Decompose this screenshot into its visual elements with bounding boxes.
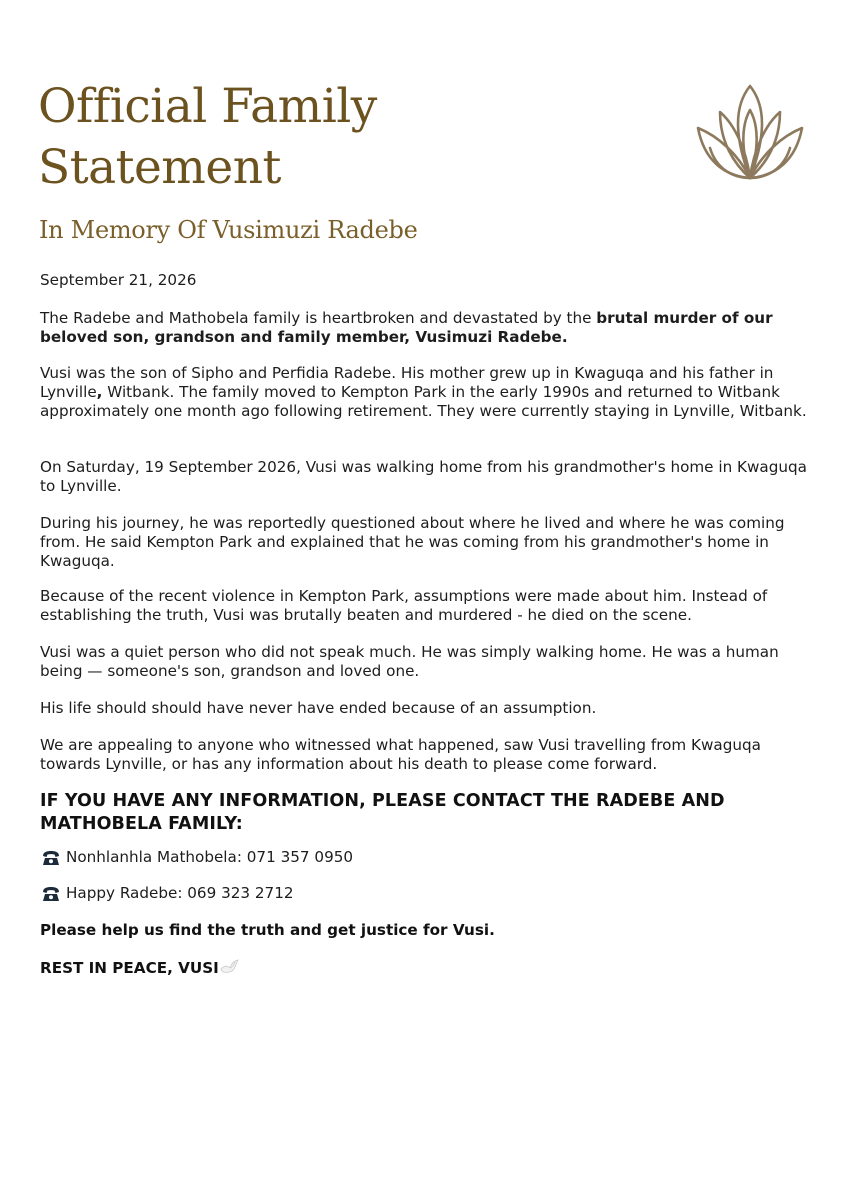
paragraph-2 xyxy=(40,364,815,421)
title-line-1: Official Family xyxy=(38,79,377,134)
telephone-icon xyxy=(40,849,62,867)
contact-item xyxy=(40,884,294,903)
paragraph-2-comma: , xyxy=(96,383,103,401)
closing-text: REST IN PEACE, VUSI xyxy=(40,959,219,977)
closing-line xyxy=(40,959,241,978)
contact-heading: IF YOU HAVE ANY INFORMATION, PLEASE CONTACT THE RADEBE AND MATHOBELA FAMILY: xyxy=(40,791,725,834)
dove-icon xyxy=(219,959,241,975)
paragraph-2-part-a: Vusi was the son of Sipho and Perfidia Radebe. His mother grew up in Kwaguqa and his father in Lynville xyxy=(40,364,774,401)
paragraph-3: On Saturday, 19 September 2026, Vusi was walking home from his grandmother's home in Kwaguqa to Lynville. xyxy=(40,458,807,495)
title-line-2: Statement xyxy=(38,140,281,195)
paragraph-4: During his journey, he was reportedly questioned about where he lived and where he was coming from. He said Kempton Park and explained that he was coming from his grandmother's home in Kwaguqa. xyxy=(40,514,785,570)
contact-text: Nonhlanhla Mathobela: 071 357 0950 xyxy=(66,848,354,866)
contact-item xyxy=(40,848,353,867)
paragraph-8: We are appealing to anyone who witnessed what happened, saw Vusi travelling from Kwaguqa towards Lynville, or has any information about his death to please come forward. xyxy=(40,736,761,773)
paragraph-7: His life should should have never have ended because of an assumption. xyxy=(40,699,597,717)
contact-text: Happy Radebe: 069 323 2712 xyxy=(66,884,294,902)
paragraph-5: Because of the recent violence in Kempton Park, assumptions were made about him. Instead of establishing the truth, Vusi was brutally beaten and murdered - he died on the scene. xyxy=(40,587,768,624)
lotus-icon xyxy=(690,78,810,184)
paragraph-1-text: The Radebe and Mathobela family is heartbroken and devastated by the xyxy=(40,309,597,327)
paragraph-2-part-b: Witbank. The family moved to Kempton Park in the early 1990s and returned to Witbank approximately one month ago following retirement. They were currently staying in Lynville, Witbank. xyxy=(40,383,807,420)
telephone-icon xyxy=(40,885,62,903)
justice-appeal: Please help us find the truth and get justice for Vusi. xyxy=(40,921,495,939)
paragraph-1 xyxy=(40,309,815,347)
paragraph-6: Vusi was a quiet person who did not speak much. He was simply walking home. He was a human being — someone's son, grandson and loved one. xyxy=(40,643,779,680)
paragraph-1-bold: brutal murder of our beloved son, grandson and family member, Vusimuzi Radebe. xyxy=(40,309,773,346)
page-title xyxy=(38,76,558,198)
statement-date: September 21, 2026 xyxy=(40,271,197,289)
page-subtitle: In Memory Of Vusimuzi Radebe xyxy=(39,216,418,244)
